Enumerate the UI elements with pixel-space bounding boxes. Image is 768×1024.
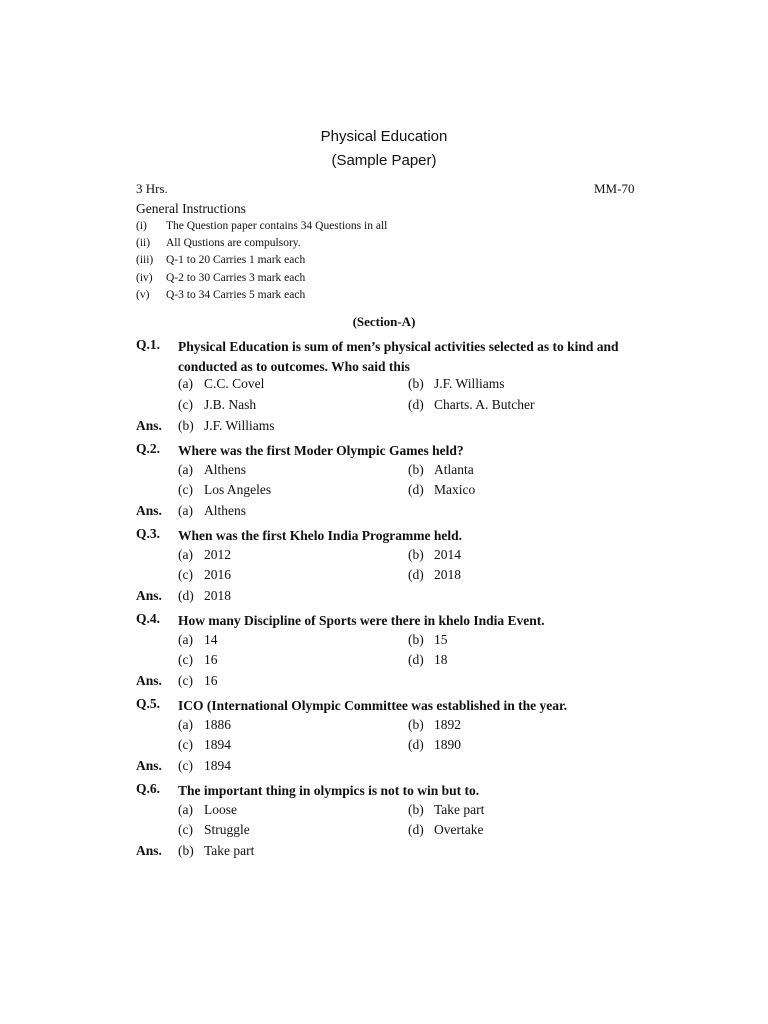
option-c — [178, 397, 256, 413]
option-c — [178, 822, 250, 838]
option-d — [408, 567, 461, 583]
answer-label: Ans. — [136, 503, 162, 518]
option-text: 18 — [434, 652, 448, 667]
option-b — [408, 547, 461, 563]
option-text: 1894 — [204, 737, 231, 752]
option-c — [178, 567, 231, 583]
option-label: (b) — [408, 632, 424, 647]
option-d — [408, 397, 535, 413]
option-text: 15 — [434, 632, 448, 647]
section-heading: (Section-A) — [352, 314, 416, 329]
instructions-heading: General Instructions — [136, 201, 246, 216]
answer-label: Ans. — [136, 843, 162, 858]
option-b — [408, 376, 505, 392]
option-text: Los Angeles — [204, 482, 272, 497]
option-label: (d) — [408, 737, 424, 752]
option-c — [178, 652, 218, 668]
option-b — [408, 462, 474, 478]
answer-value — [178, 843, 254, 859]
instruction-text: Q-3 to 34 Carries 5 mark each — [166, 288, 306, 301]
option-text: 1890 — [434, 737, 461, 752]
instruction-text: All Qustions are compulsory. — [166, 237, 301, 250]
option-text: 2016 — [204, 567, 231, 582]
option-text: Atlanta — [434, 462, 474, 477]
option-text: 16 — [204, 652, 218, 667]
option-text: Maxico — [434, 482, 476, 497]
option-b — [408, 632, 448, 648]
option-d — [408, 822, 483, 838]
answer-option-label: (c) — [178, 673, 193, 688]
option-d — [408, 482, 475, 498]
option-text: 14 — [204, 632, 218, 647]
option-a — [178, 462, 246, 478]
option-a — [178, 802, 237, 818]
answer-option-text: Althens — [204, 503, 246, 518]
instruction-text: Q-1 to 20 Carries 1 mark each — [166, 254, 306, 267]
option-text: Overtake — [434, 822, 484, 837]
option-text: 1892 — [434, 717, 461, 732]
answer-value — [178, 673, 218, 689]
option-d — [408, 652, 448, 668]
answer-label: Ans. — [136, 418, 162, 433]
option-label: (d) — [408, 567, 424, 582]
option-text: 2018 — [434, 567, 461, 582]
option-text: Charts. A. Butcher — [434, 397, 535, 412]
question-text: The important thing in olympics is not to win but to. — [178, 783, 480, 798]
option-d — [408, 737, 461, 753]
option-label: (b) — [408, 717, 424, 732]
option-b — [408, 802, 484, 818]
option-c — [178, 737, 231, 753]
answer-value — [178, 758, 231, 774]
answer-option-text: 16 — [204, 673, 218, 688]
option-label: (c) — [178, 482, 193, 497]
document-title: Physical Education — [320, 128, 448, 145]
option-text: Althens — [204, 462, 246, 477]
option-label: (d) — [408, 482, 424, 497]
document-subtitle: (Sample Paper) — [331, 152, 437, 169]
answer-label: Ans. — [136, 758, 162, 773]
option-label: (b) — [408, 462, 424, 477]
answer-value — [178, 588, 231, 604]
instruction-text: The Question paper contains 34 Questions in all — [166, 220, 388, 232]
option-b — [408, 717, 461, 733]
answer-option-label: (c) — [178, 758, 193, 773]
option-text: Loose — [204, 802, 237, 817]
option-label: (a) — [178, 462, 193, 477]
instruction-number: (v) — [136, 288, 150, 301]
answer-option-label: (b) — [178, 843, 194, 858]
answer-option-label: (d) — [178, 588, 194, 603]
option-label: (d) — [408, 822, 424, 837]
option-a — [178, 376, 264, 392]
option-label: (a) — [178, 376, 193, 391]
option-label: (d) — [408, 652, 424, 667]
answer-option-label: (b) — [178, 418, 194, 433]
answer-value — [178, 503, 246, 519]
option-text: 2014 — [434, 547, 461, 562]
answer-label: Ans. — [136, 673, 162, 688]
max-marks: MM-70 — [594, 181, 635, 196]
instruction-number: (iii) — [136, 254, 154, 267]
option-label: (b) — [408, 376, 424, 391]
option-a — [178, 717, 231, 733]
question-text: How many Discipline of Sports were there in khelo India Event. — [178, 613, 545, 628]
option-text: C.C. Covel — [204, 376, 265, 391]
option-a — [178, 632, 218, 648]
instruction-text: Q-2 to 30 Carries 3 mark each — [166, 271, 306, 284]
option-label: (c) — [178, 652, 193, 667]
option-label: (a) — [178, 802, 193, 817]
answer-label: Ans. — [136, 588, 162, 603]
question-text: ICO (International Olympic Committee was established in the year. — [178, 698, 568, 713]
answer-option-text: J.F. Williams — [204, 418, 275, 433]
answer-option-text: Take part — [204, 843, 255, 858]
instruction-number: (ii) — [136, 237, 151, 250]
option-label: (c) — [178, 822, 193, 837]
answer-option-text: 1894 — [204, 758, 231, 773]
option-text: J.F. Williams — [434, 376, 505, 391]
option-label: (c) — [178, 567, 193, 582]
option-text: 1886 — [204, 717, 231, 732]
option-label: (a) — [178, 632, 193, 647]
option-label: (a) — [178, 547, 193, 562]
option-label: (b) — [408, 547, 424, 562]
option-c — [178, 482, 271, 498]
option-text: Take part — [434, 802, 485, 817]
question-number: Q.4. — [136, 611, 161, 626]
instruction-number: (i) — [136, 220, 147, 232]
instruction-number: (iv) — [136, 271, 153, 284]
question-text: When was the first Khelo India Programme held. — [178, 528, 462, 543]
duration: 3 Hrs. — [136, 181, 168, 196]
question-number: Q.2. — [136, 441, 161, 456]
question-text: Physical Education is sum of men’s physical activities selected as to kind and conducted as to outcomes. Who said this — [178, 339, 619, 374]
option-label: (c) — [178, 397, 193, 412]
option-label: (b) — [408, 802, 424, 817]
question-number: Q.6. — [136, 781, 161, 796]
answer-option-label: (a) — [178, 503, 193, 518]
question-number: Q.5. — [136, 696, 161, 711]
question-text: Where was the first Moder Olympic Games held? — [178, 443, 464, 458]
option-text: Struggle — [204, 822, 250, 837]
option-label: (c) — [178, 737, 193, 752]
question-number: Q.3. — [136, 526, 161, 541]
option-text: J.B. Nash — [204, 397, 257, 412]
question-number: Q.1. — [136, 337, 161, 352]
option-a — [178, 547, 231, 563]
option-label: (d) — [408, 397, 424, 412]
answer-value — [178, 418, 275, 434]
answer-option-text: 2018 — [204, 588, 231, 603]
option-label: (a) — [178, 717, 193, 732]
option-text: 2012 — [204, 547, 231, 562]
